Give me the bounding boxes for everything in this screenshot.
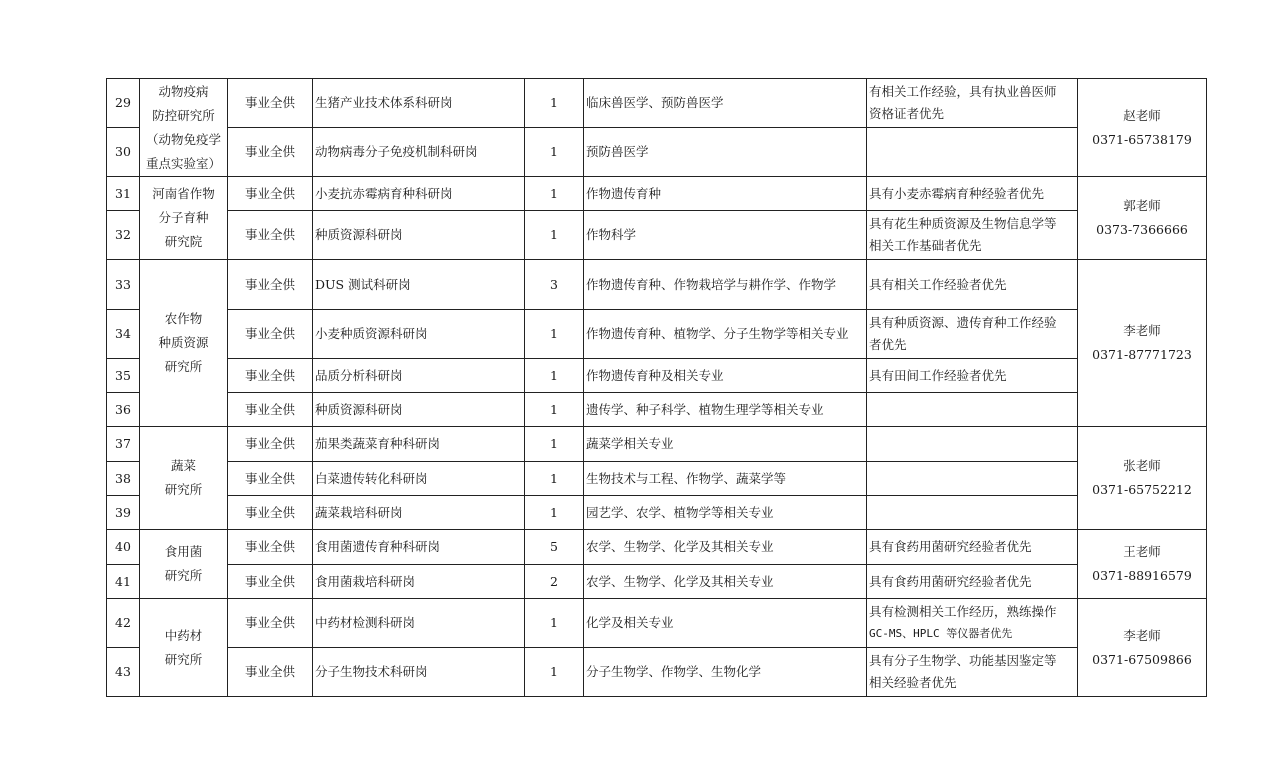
table-row <box>107 496 1207 530</box>
contact-phone: 0371-65738179 <box>1092 131 1192 147</box>
unit-cell: 河南省作物 分子育种 研究院 <box>140 177 228 260</box>
position-name: DUS 测试科研岗 <box>313 260 525 310</box>
other-requirement: 具有相关工作经验者优先 <box>867 260 1078 310</box>
other-requirement <box>867 128 1078 177</box>
table-row <box>107 427 1207 462</box>
other-requirement <box>867 427 1078 462</box>
unit-cell: 农作物 种质资源 研究所 <box>140 260 228 427</box>
unit-cell: 食用菌 研究所 <box>140 530 228 599</box>
headcount: 1 <box>525 177 584 211</box>
staffing-type: 事业全供 <box>228 359 313 393</box>
other-requirement: 具有食药用菌研究经验者优先 <box>867 530 1078 565</box>
row-number: 35 <box>107 359 140 393</box>
headcount: 3 <box>525 260 584 310</box>
table-row <box>107 648 1207 697</box>
row-number: 33 <box>107 260 140 310</box>
major-requirement: 作物科学 <box>584 211 867 260</box>
staffing-type: 事业全供 <box>228 310 313 359</box>
other-requirement <box>867 393 1078 427</box>
staffing-type: 事业全供 <box>228 79 313 128</box>
major-requirement: 作物遗传育种 <box>584 177 867 211</box>
headcount: 1 <box>525 648 584 697</box>
major-requirement: 作物遗传育种、植物学、分子生物学等相关专业 <box>584 310 867 359</box>
position-name: 动物病毒分子免疫机制科研岗 <box>313 128 525 177</box>
contact-phone: 0371-65752212 <box>1092 482 1192 497</box>
row-number: 43 <box>107 648 140 697</box>
major-requirement: 临床兽医学、预防兽医学 <box>584 79 867 128</box>
recruitment-table <box>106 78 1207 697</box>
other-requirement: 具有检测相关工作经历，熟练操作 GC-MS、HPLC 等仪器者优先 <box>867 599 1078 648</box>
position-name: 种质资源科研岗 <box>313 211 525 260</box>
row-number: 29 <box>107 79 140 128</box>
recruitment-table-page <box>106 78 1207 697</box>
major-requirement: 化学及相关专业 <box>584 599 867 648</box>
unit-cell: 蔬菜 研究所 <box>140 427 228 530</box>
contact-name: 郭老师 <box>1123 198 1161 213</box>
position-name: 茄果类蔬菜育种科研岗 <box>313 427 525 462</box>
position-name: 品质分析科研岗 <box>313 359 525 393</box>
table-row <box>107 310 1207 359</box>
staffing-type: 事业全供 <box>228 128 313 177</box>
contact-cell <box>1078 79 1207 177</box>
headcount: 1 <box>525 427 584 462</box>
position-name: 分子生物技术科研岗 <box>313 648 525 697</box>
other-requirement: 具有花生种质资源及生物信息学等 相关工作基础者优先 <box>867 211 1078 260</box>
major-requirement: 预防兽医学 <box>584 128 867 177</box>
staffing-type: 事业全供 <box>228 599 313 648</box>
headcount: 1 <box>525 599 584 648</box>
table-row <box>107 260 1207 310</box>
row-number: 30 <box>107 128 140 177</box>
headcount: 1 <box>525 359 584 393</box>
major-requirement: 分子生物学、作物学、生物化学 <box>584 648 867 697</box>
contact-cell <box>1078 427 1207 530</box>
row-number: 36 <box>107 393 140 427</box>
row-number: 40 <box>107 530 140 565</box>
row-number: 32 <box>107 211 140 260</box>
headcount: 5 <box>525 530 584 565</box>
major-requirement: 农学、生物学、化学及其相关专业 <box>584 530 867 565</box>
major-requirement: 园艺学、农学、植物学等相关专业 <box>584 496 867 530</box>
position-name: 白菜遗传转化科研岗 <box>313 462 525 496</box>
row-number: 31 <box>107 177 140 211</box>
major-requirement: 作物遗传育种及相关专业 <box>584 359 867 393</box>
table-row <box>107 128 1207 177</box>
headcount: 1 <box>525 393 584 427</box>
position-name: 食用菌栽培科研岗 <box>313 565 525 599</box>
row-number: 37 <box>107 427 140 462</box>
staffing-type: 事业全供 <box>228 177 313 211</box>
staffing-type: 事业全供 <box>228 565 313 599</box>
contact-cell <box>1078 530 1207 599</box>
table-row <box>107 599 1207 648</box>
headcount: 1 <box>525 128 584 177</box>
row-number: 39 <box>107 496 140 530</box>
staffing-type: 事业全供 <box>228 496 313 530</box>
position-name: 生猪产业技术体系科研岗 <box>313 79 525 128</box>
position-name: 种质资源科研岗 <box>313 393 525 427</box>
contact-cell <box>1078 260 1207 427</box>
unit-cell: 中药材 研究所 <box>140 599 228 697</box>
staffing-type: 事业全供 <box>228 211 313 260</box>
other-requirement: 具有小麦赤霉病育种经验者优先 <box>867 177 1078 211</box>
major-requirement: 遗传学、种子科学、植物生理学等相关专业 <box>584 393 867 427</box>
staffing-type: 事业全供 <box>228 393 313 427</box>
table-row <box>107 177 1207 211</box>
staffing-type: 事业全供 <box>228 427 313 462</box>
other-requirement: 具有分子生物学、功能基因鉴定等 相关经验者优先 <box>867 648 1078 697</box>
contact-name: 李老师 <box>1123 323 1161 338</box>
contact-phone: 0371-88916579 <box>1092 568 1192 583</box>
headcount: 1 <box>525 496 584 530</box>
contact-phone: 0371-87771723 <box>1092 347 1192 362</box>
table-row <box>107 393 1207 427</box>
table-row <box>107 359 1207 393</box>
other-requirement <box>867 496 1078 530</box>
table-row <box>107 565 1207 599</box>
table-row <box>107 530 1207 565</box>
headcount: 1 <box>525 310 584 359</box>
other-requirement: 具有种质资源、遗传育种工作经验 者优先 <box>867 310 1078 359</box>
row-number: 42 <box>107 599 140 648</box>
position-name: 中药材检测科研岗 <box>313 599 525 648</box>
contact-name: 张老师 <box>1123 458 1161 473</box>
contact-phone: 0371-67509866 <box>1092 651 1192 667</box>
headcount: 2 <box>525 565 584 599</box>
position-name: 蔬菜栽培科研岗 <box>313 496 525 530</box>
major-requirement: 生物技术与工程、作物学、蔬菜学等 <box>584 462 867 496</box>
unit-cell: 动物疫病 防控研究所 （动物免疫学 重点实验室） <box>140 79 228 177</box>
major-requirement: 作物遗传育种、作物栽培学与耕作学、作物学 <box>584 260 867 310</box>
contact-name: 赵老师 <box>1123 107 1161 123</box>
table-row <box>107 79 1207 128</box>
position-name: 食用菌遗传育种科研岗 <box>313 530 525 565</box>
other-requirement: 有相关工作经验，具有执业兽医师 资格证者优先 <box>867 79 1078 128</box>
row-number: 38 <box>107 462 140 496</box>
staffing-type: 事业全供 <box>228 462 313 496</box>
other-requirement: 具有食药用菌研究经验者优先 <box>867 565 1078 599</box>
headcount: 1 <box>525 462 584 496</box>
staffing-type: 事业全供 <box>228 530 313 565</box>
staffing-type: 事业全供 <box>228 648 313 697</box>
position-name: 小麦种质资源科研岗 <box>313 310 525 359</box>
other-requirement <box>867 462 1078 496</box>
row-number: 34 <box>107 310 140 359</box>
table-row <box>107 462 1207 496</box>
table-row <box>107 211 1207 260</box>
contact-phone: 0373-7366666 <box>1096 222 1188 237</box>
contact-cell <box>1078 177 1207 260</box>
row-number: 41 <box>107 565 140 599</box>
position-name: 小麦抗赤霉病育种科研岗 <box>313 177 525 211</box>
contact-name: 李老师 <box>1123 627 1161 643</box>
major-requirement: 农学、生物学、化学及其相关专业 <box>584 565 867 599</box>
staffing-type: 事业全供 <box>228 260 313 310</box>
headcount: 1 <box>525 79 584 128</box>
other-requirement: 具有田间工作经验者优先 <box>867 359 1078 393</box>
contact-name: 王老师 <box>1123 544 1161 559</box>
major-requirement: 蔬菜学相关专业 <box>584 427 867 462</box>
headcount: 1 <box>525 211 584 260</box>
contact-cell <box>1078 599 1207 697</box>
